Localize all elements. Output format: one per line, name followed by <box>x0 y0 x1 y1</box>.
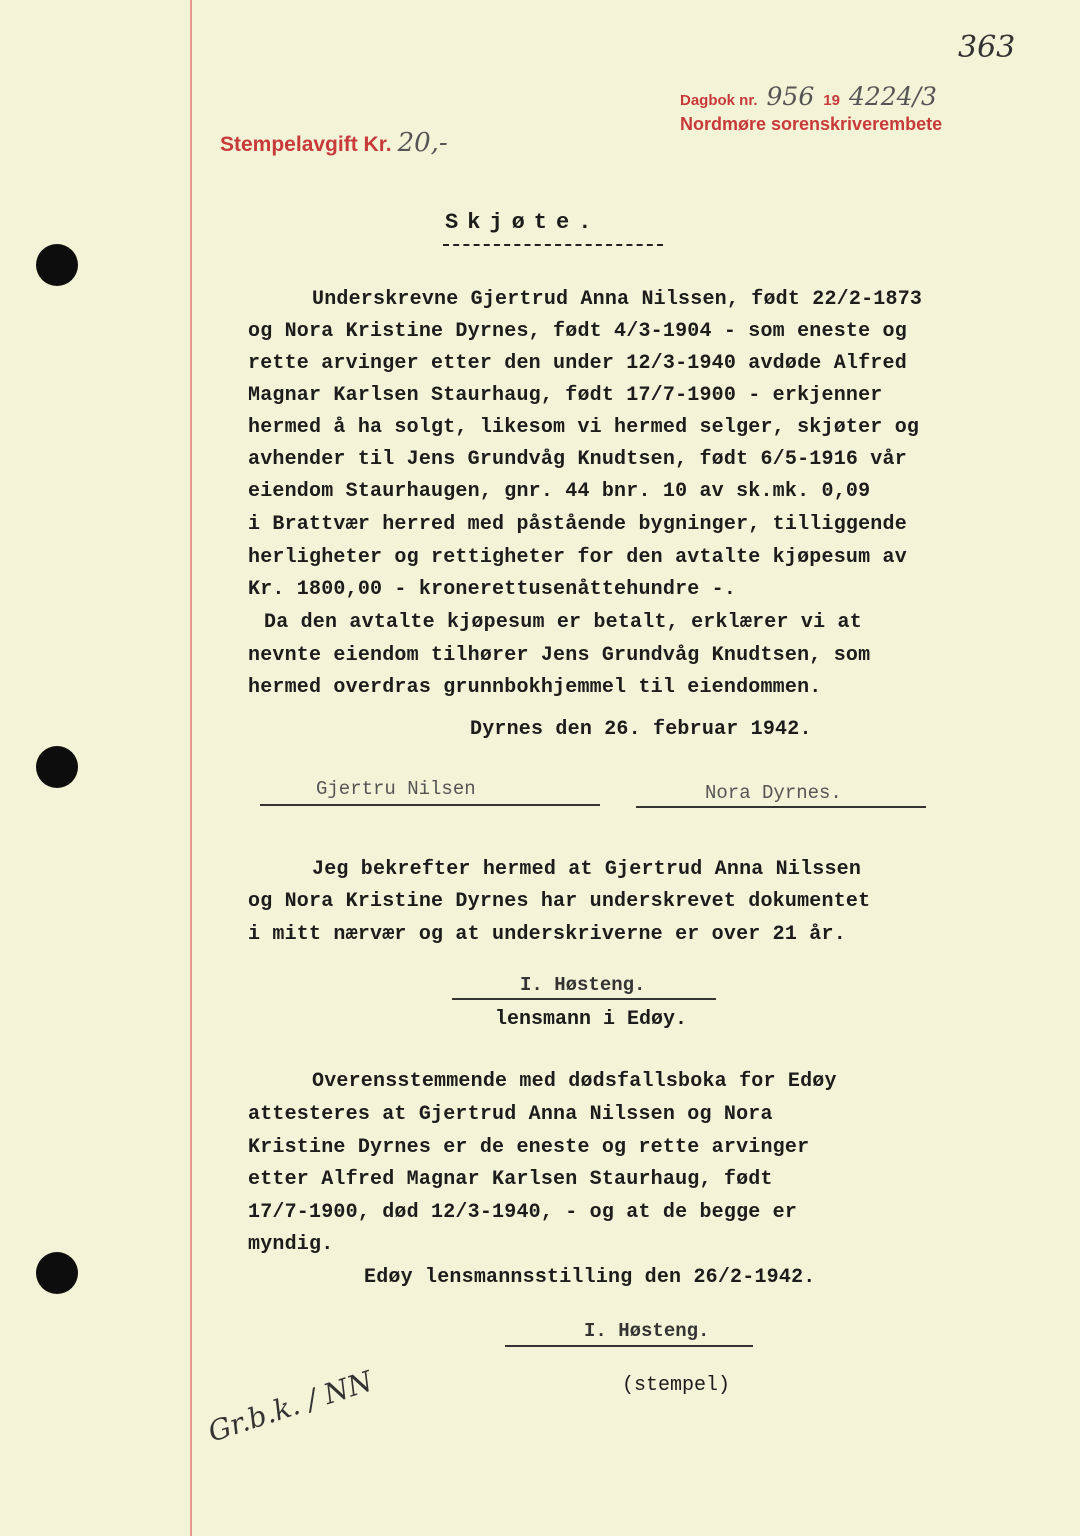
body-line: og Nora Kristine Dyrnes, født 4/3-1904 - som eneste og <box>248 320 907 343</box>
attest-line: etter Alfred Magnar Karlsen Staurhaug, født <box>248 1168 773 1191</box>
dagbok-date: 24/3 <box>880 82 937 111</box>
body-line: Kr. 1800,00 - kronerettusenåttehundre -. <box>248 578 737 601</box>
stamp-fee-amount: 20,- <box>397 128 448 158</box>
body-line: hermed å ha solgt, likesom vi hermed selger, skjøter og <box>248 416 920 439</box>
attest-line: attesteres at Gjertrud Anna Nilssen og Nora <box>248 1103 773 1126</box>
body-line: i Brattvær herred med påstående bygninger, tilliggende <box>248 513 907 536</box>
signature-gjertru: Gjertru Nilsen <box>316 778 476 800</box>
punch-hole <box>36 244 78 286</box>
attest-place-date: Edøy lensmannsstilling den 26/2-1942. <box>364 1266 816 1289</box>
body-line: rette arvinger etter den under 12/3-1940 avdøde Alfred <box>248 352 907 375</box>
body-line: Magnar Karlsen Staurhaug, født 17/7-1900 - erkjenner <box>248 384 883 407</box>
signature-nora: Nora Dyrnes. <box>705 782 842 804</box>
signature-line <box>636 806 926 808</box>
body-line: eiendom Staurhaugen, gnr. 44 bnr. 10 av sk.mk. 0,09 <box>248 480 871 503</box>
lensmann-signature: I. Høsteng. <box>520 974 646 996</box>
attest-line: myndig. <box>248 1233 334 1256</box>
punch-hole <box>36 1252 78 1294</box>
body-line: nevnte eiendom tilhører Jens Grundvåg Knudtsen, som <box>248 644 871 667</box>
margin-note: Gr.b.k. / NN <box>204 1364 377 1449</box>
dagbok-number: 956 <box>766 82 815 111</box>
confirm-line: i mitt nærvær og at underskriverne er over 21 år. <box>248 923 846 946</box>
dagbok-stamp <box>680 82 937 111</box>
page-number: 363 <box>958 30 1016 65</box>
lensmann-title: lensmann i Edøy. <box>495 1008 688 1031</box>
stamp-fee <box>220 128 448 158</box>
place-date: Dyrnes den 26. februar 1942. <box>470 718 812 741</box>
dagbok-year: 42 <box>848 82 881 111</box>
attest-line: 17/7-1900, død 12/3-1940, - og at de begge er <box>248 1201 798 1224</box>
margin-line <box>190 0 192 1536</box>
body-line: Underskrevne Gjertrud Anna Nilssen, født 22/2-1873 <box>312 288 923 311</box>
confirm-line: Jeg bekrefter hermed at Gjertrud Anna Nilssen <box>312 858 862 881</box>
signature-line <box>452 998 716 1000</box>
attest-line: Overensstemmende med dødsfallsboka for Edøy <box>312 1070 837 1093</box>
dagbok-prefix: Dagbok nr. <box>680 92 758 109</box>
attest-signature: I. Høsteng. <box>584 1320 710 1342</box>
stamp-fee-label: Stempelavgift Kr. <box>220 133 392 156</box>
body-line: hermed overdras grunnbokhjemmel til eiendommen. <box>248 676 822 699</box>
body-line: avhender til Jens Grundvåg Knudtsen, født 6/5-1916 vår <box>248 448 907 471</box>
document-title: Skjøte. <box>445 210 601 235</box>
signature-line <box>505 1345 753 1347</box>
office-stamp: Nordmøre sorenskriverembete <box>680 114 943 134</box>
signature-line <box>260 804 600 806</box>
punch-hole <box>36 746 78 788</box>
body-line: Da den avtalte kjøpesum er betalt, erklærer vi at <box>264 611 862 634</box>
body-line: herligheter og rettigheter for den avtalte kjøpesum av <box>248 546 907 569</box>
dagbok-year-prefix: 19 <box>823 92 840 109</box>
attest-line: Kristine Dyrnes er de eneste og rette arvinger <box>248 1136 810 1159</box>
title-underline <box>443 244 663 246</box>
confirm-line: og Nora Kristine Dyrnes har underskrevet dokumentet <box>248 890 871 913</box>
stamp-note: (stempel) <box>622 1374 731 1397</box>
